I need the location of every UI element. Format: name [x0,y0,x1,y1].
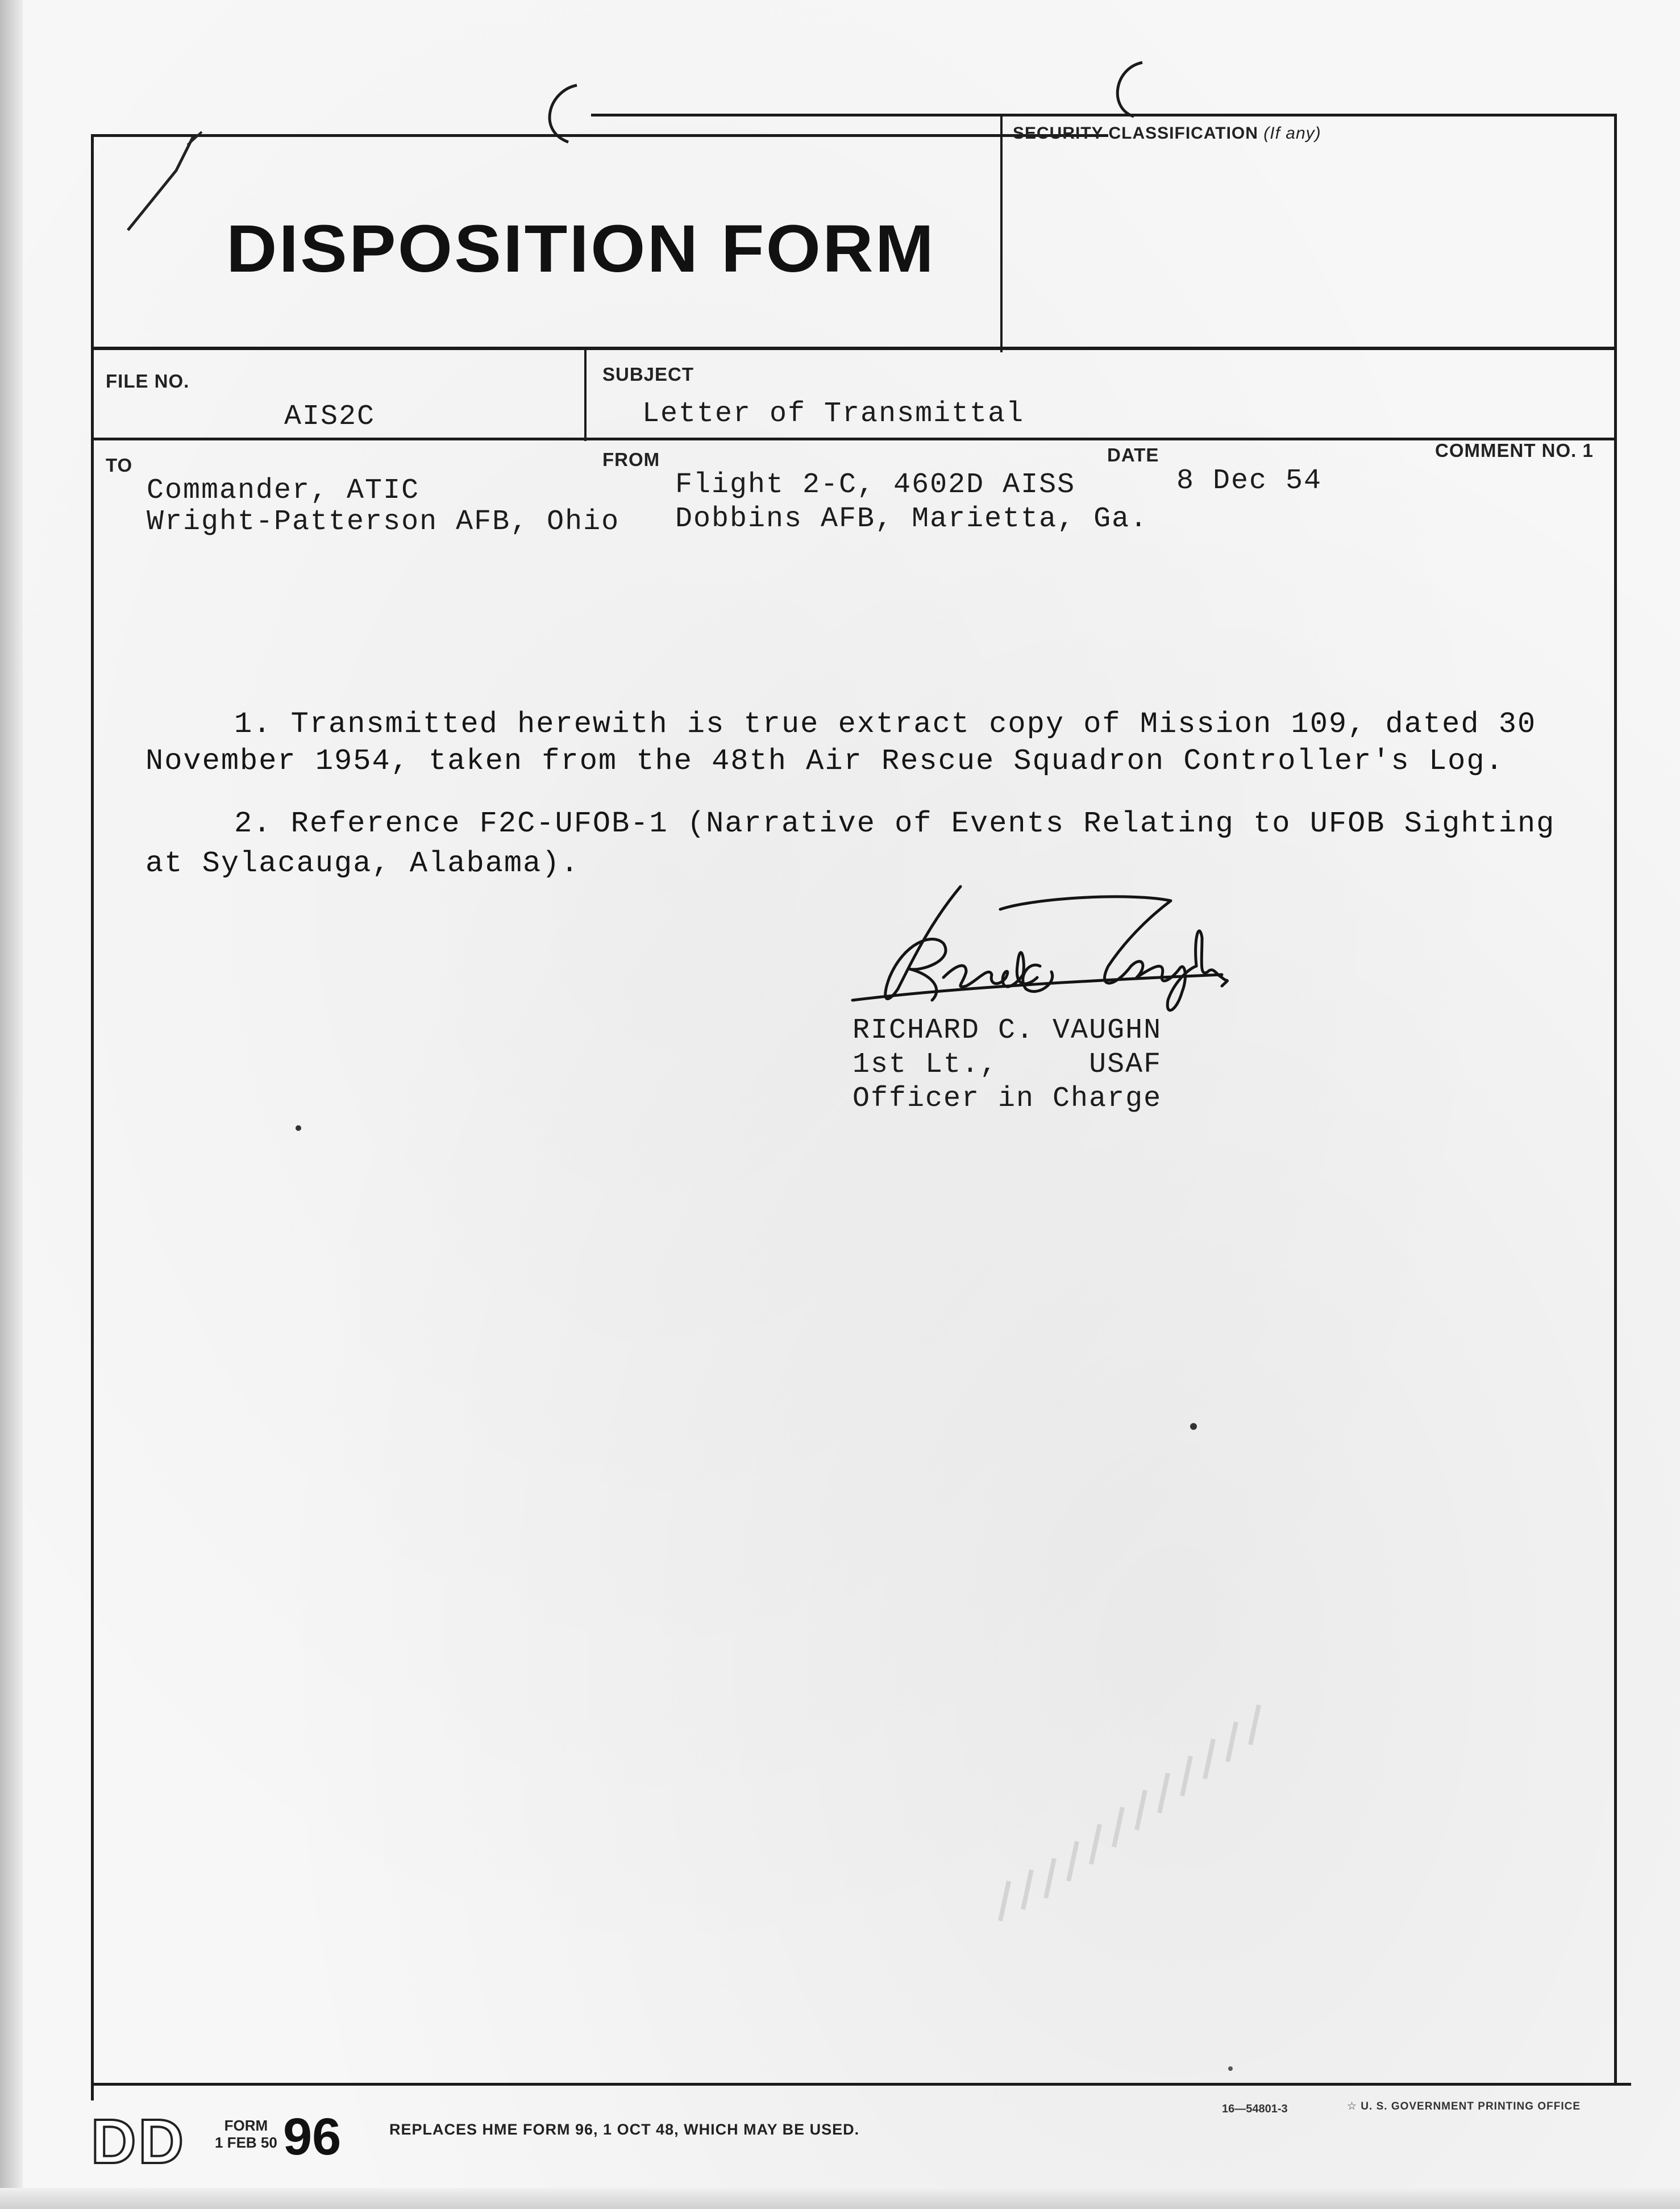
security-label-suffix: (If any) [1263,124,1321,143]
file-no-label: FILE NO. [106,371,190,392]
footer-form-date: 1 FEB 50 [215,2134,277,2151]
file-no-value: AIS2C [284,401,376,433]
signer-name: RICHARD C. VAUGHN [853,1014,1162,1047]
signer-role: Officer in Charge [853,1083,1162,1115]
to-label: TO [106,455,133,476]
footer-form-number: 96 [283,2108,342,2166]
footer-form-label [215,2117,277,2151]
footer-printing-office: ☆ U. S. GOVERNMENT PRINTING OFFICE [1347,2100,1581,2112]
from-line-2: Dobbins AFB, Marietta, Ga. [675,503,1149,535]
date-label: DATE [1107,444,1159,465]
footer-print-code: 16—54801-3 [1222,2103,1288,2115]
form-title: DISPOSITION FORM [226,211,936,286]
from-label: FROM [602,449,660,470]
handwritten-signature [853,887,1227,1010]
date-value: 8 Dec 54 [1176,465,1323,497]
footer-dd-mark: DD [91,2107,186,2177]
from-line-1: Flight 2-C, 4602D AISS [675,469,1076,501]
pen-slash-mark [128,136,193,230]
paragraph-2-line-2: at Sylacauga, Alabama). [145,847,580,880]
paragraph-1-line-1: 1. Transmitted herewith is true extract copy of Mission 109, dated 30 [234,708,1537,741]
subject-value: Letter of Transmittal [642,398,1025,430]
paragraph-2-line-1: 2. Reference F2C-UFOB-1 (Narrative of Events Relating to UFOB Sighting [234,807,1556,841]
paragraph-1-line-2: November 1954, taken from the 48th Air Rescue Squadron Controller's Log. [145,744,1504,778]
speck-mark [1190,1423,1197,1430]
footer-replaces-note: REPLACES HME FORM 96, 1 OCT 48, WHICH MAY BE USED. [389,2121,860,2138]
to-line-1: Commander, ATIC [147,475,420,507]
comment-number-label: COMMENT NO. 1 [1435,440,1594,461]
signer-rank: 1st Lt., USAF [853,1049,1162,1081]
faint-stamp-marks [1000,1705,1259,1921]
to-line-2: Wright-Patterson AFB, Ohio [147,506,620,538]
pen-slash-tick [188,132,202,145]
subject-label: SUBJECT [602,364,695,385]
speck-mark [1228,2066,1233,2071]
speck-mark [296,1125,301,1131]
punch-hole-right-icon [1117,63,1142,117]
footer-form-word: FORM [224,2117,268,2134]
security-label-text: SECURITY CLASSIFICATION [1013,124,1258,143]
punch-hole-left-icon [550,85,577,142]
